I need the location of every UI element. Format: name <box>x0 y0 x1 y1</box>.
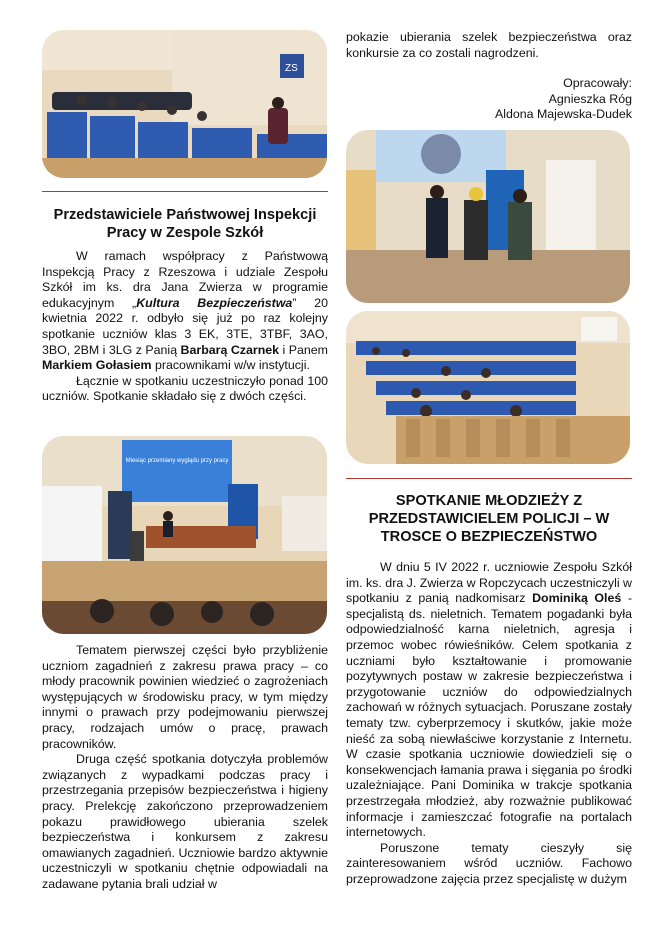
photo-presentation-stage <box>42 436 327 634</box>
article-body-police <box>346 560 632 887</box>
divider <box>346 478 632 479</box>
paragraph: Łącznie w spotkaniu uczestniczyło ponad 100 uczniów. Spotkanie składało się z dwóch części. <box>42 373 328 404</box>
svg-text:Miesiąc przemiany wyglądu przy: Miesiąc przemiany wyglądu przy pracy <box>125 458 229 464</box>
paragraph: Druga część spotkania dotyczyła problemów związanych z wypadkami podczas pracy i przestrzegania przepisów bezpieczeństwa i higieny pracy. Prelekcję zakończono przeprowadzeniem pokazu prawidłowego ubierania szelek bezpieczeństwa i konkursem z zakresu omawianych zagadnień. Uczniowie bardzo aktywnie uczestniczyli w spotkaniu chętnie odpowiadali na zadawane pytania brali udział w <box>42 752 328 891</box>
author-name: Agnieszka Róg <box>548 91 632 106</box>
divider <box>42 191 328 192</box>
paragraph: pokazie ubierania szelek bezpieczeństwa oraz konkursie za co zostali nagrodzeni. <box>346 30 632 60</box>
signature-label: Opracowały: <box>563 76 632 91</box>
paragraph: Tematem pierwszej części było przybliżenie uczniom zagadnień z zakresu prawa pracy – co młody pracownik powinien wiedzieć o zagrożeniach występujących w środowisku pracy, w tym między innymi o prawach przy podejmowaniu pierwszej pracy, rodzajach umów o pracę, prawach pracowników. <box>42 643 328 751</box>
article-heading-pip: Przedstawiciele Państwowej Inspekcji Pracy w Zespole Szkół <box>53 207 317 241</box>
photo-auditorium-speaker <box>42 30 327 178</box>
article-continuation <box>346 30 632 123</box>
article-body-pip <box>42 249 328 405</box>
paragraph: W ramach współpracy z Państwową Inspekcją Pracy z Rzeszowa i udziale Zespołu Szkół im ks. dra Jana Zwierza w programie edukacyjnym „Kultura Bezpieczeństwa” 20 kwietnia 2022 r. odbyło się już po raz kolejny spotkanie uczniów klas 3 EK, 3TE, 3TBF, 3AO, 3BO, 2BM i 3LG z Panią Barbarą Czarnek i Panem Markiem Gołasiem pracownikami w/w instytucji. <box>42 249 328 373</box>
photo-harness-demo <box>346 130 630 303</box>
photo-students-auditorium <box>346 311 630 464</box>
article-heading-police: SPOTKANIE MŁODZIEŻY Z PRZEDSTAWICIELEM POLICJI – W TROSCE O BEZPIECZEŃSTWO <box>368 493 610 545</box>
paragraph: Poruszone tematy cieszyły się zainteresowaniem wśród uczniów. Fachowo przeprowadzone zajęcia przez specjalistę w dużym <box>346 840 632 886</box>
svg-text:ZS: ZS <box>285 63 298 74</box>
author-name: Aldona Majewska-Dudek <box>494 107 632 122</box>
paragraph: W dniu 5 IV 2022 r. uczniowie Zespołu Szkół im. ks. dra J. Zwierza w Ropczycach uczestniczyli w spotkaniu z panią nadkomisarz Dominiką Oleś - specjalistą ds. nieletnich. Tematem pogadanki była odpowiedzialność karna nieletnich, agresja i przemoc wobec rówieśników. Celem spotkania z uczniami było kształtowanie i promowanie pozytywnych postaw w zakresie bezpieczeństwa i przygotowanie uczniów do odpowiedzialnych zachowań w różnych sytuacjach. Poruszane zostały tematy tzw. cyberprzemocy i skutków, jakie może nieść za sobą niewłaściwe korzystanie z Internetu. W czasie spotkania uczniowie dowiedzieli się o konsekwencjach łamania prawa i sięgania po środki uzależniające. Pani Dominika w trakcje spotkania przestrzegała młodzież, aby rozważnie publikować informacje i zamieszczać fotografie na portalach internetowych. <box>346 560 632 840</box>
article-body-pip-cont <box>42 643 328 893</box>
